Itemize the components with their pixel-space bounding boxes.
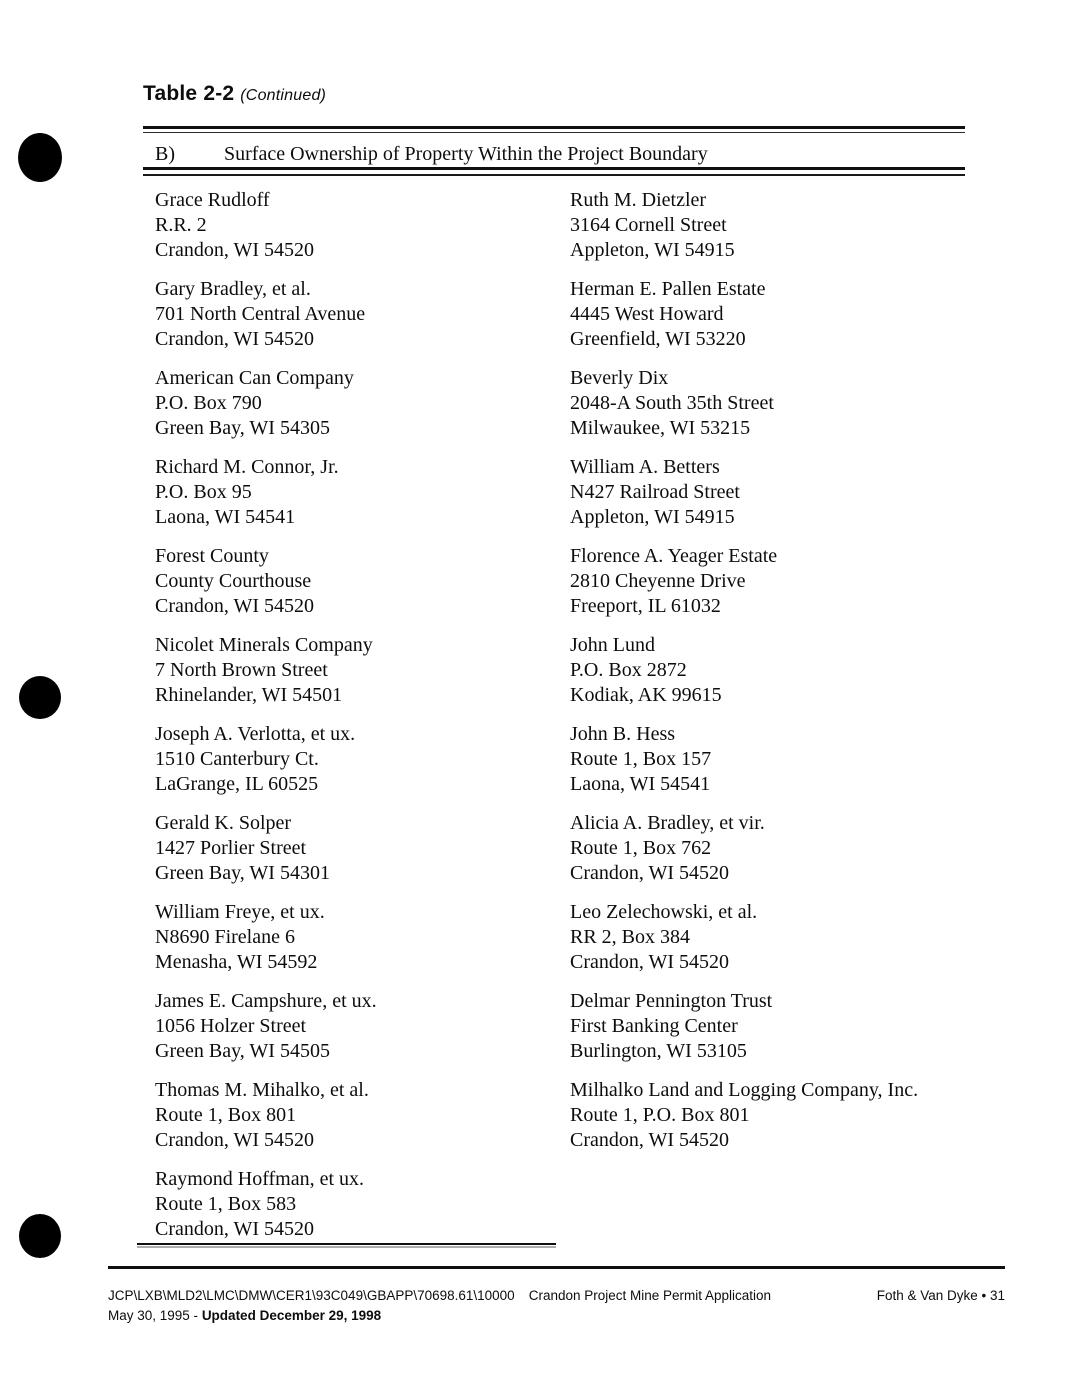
owner-entry <box>155 989 570 1064</box>
owner-address-line: John B. Hess <box>570 723 676 745</box>
header-top-rule <box>143 126 965 133</box>
section-title: Surface Ownership of Property Within the Project Boundary <box>224 143 708 165</box>
owner-address-line: Crandon, WI 54520 <box>155 1218 315 1240</box>
owner-address-line: Raymond Hoffman, et ux. <box>155 1168 365 1190</box>
owner-entry <box>155 1078 570 1153</box>
footer-file-path: JCP\LXB\MLD2\LMC\DMW\CER1\93C049\GBAPP\70698.61\10000 <box>108 1288 515 1303</box>
owner-address-line: Crandon, WI 54520 <box>570 1129 730 1151</box>
owner-address-line: Green Bay, WI 54505 <box>155 1040 330 1062</box>
owner-entry <box>570 366 985 441</box>
owner-address-line: Appleton, WI 54915 <box>570 506 735 528</box>
owner-address-line: Route 1, Box 762 <box>570 837 712 859</box>
owner-address-line: Gerald K. Solper <box>155 812 292 834</box>
owner-address-line: Freeport, IL 61032 <box>570 595 721 617</box>
owner-address-line: Milhalko Land and Logging Company, Inc. <box>570 1079 919 1101</box>
owner-entry <box>570 455 985 530</box>
owners-table <box>155 188 985 1256</box>
owner-address-line: P.O. Box 95 <box>155 481 252 503</box>
owner-address-line: James E. Campshure, et ux. <box>155 990 377 1012</box>
owner-address-line: 2048-A South 35th Street <box>570 392 774 414</box>
owner-entry <box>155 188 570 263</box>
owner-address-line: 3164 Cornell Street <box>570 214 727 236</box>
owner-address-line: RR 2, Box 384 <box>570 926 691 948</box>
owner-address-line: 2810 Cheyenne Drive <box>570 570 746 592</box>
owner-address-line: Route 1, P.O. Box 801 <box>570 1104 750 1126</box>
owner-address-line: Milwaukee, WI 53215 <box>570 417 751 439</box>
owner-address-line: American Can Company <box>155 367 354 389</box>
owner-address-line: 1510 Canterbury Ct. <box>155 748 319 770</box>
owner-address-line: Green Bay, WI 54301 <box>155 862 330 884</box>
owner-entry <box>155 633 570 708</box>
owner-address-line: Thomas M. Mihalko, et al. <box>155 1079 369 1101</box>
owner-address-line: Beverly Dix <box>570 367 669 389</box>
owner-address-line: Rhinelander, WI 54501 <box>155 684 343 706</box>
owner-address-line: 4445 West Howard <box>570 303 724 325</box>
section-header <box>155 143 965 166</box>
scan-artifact-dot <box>18 133 62 182</box>
owner-address-line: P.O. Box 2872 <box>570 659 687 681</box>
table-title <box>143 82 326 106</box>
footer-date: May 30, 1995 - <box>108 1308 202 1323</box>
owner-address-line: P.O. Box 790 <box>155 392 262 414</box>
owner-address-line: Crandon, WI 54520 <box>155 1129 315 1151</box>
owner-entry <box>155 544 570 619</box>
footer-page-reference: Foth & Van Dyke • 31 <box>876 1288 1005 1303</box>
owner-entry <box>570 811 985 886</box>
owner-address-line: Route 1, Box 583 <box>155 1193 297 1215</box>
owner-address-line: First Banking Center <box>570 1015 738 1037</box>
owner-entry <box>155 277 570 352</box>
owner-address-line: Burlington, WI 53105 <box>570 1040 747 1062</box>
owner-address-line: Crandon, WI 54520 <box>570 951 730 973</box>
section-letter: B) <box>155 143 175 165</box>
footer-document-title: Crandon Project Mine Permit Application <box>528 1288 772 1303</box>
owner-address-line: Herman E. Pallen Estate <box>570 278 766 300</box>
owner-address-line: Menasha, WI 54592 <box>155 951 318 973</box>
owner-entry <box>570 633 985 708</box>
owner-address-line: Crandon, WI 54520 <box>570 862 730 884</box>
footer-line-1 <box>108 1286 1005 1306</box>
scan-artifact-dot <box>19 1214 61 1258</box>
owner-address-line: Greenfield, WI 53220 <box>570 328 746 350</box>
owner-address-line: Route 1, Box 801 <box>155 1104 297 1126</box>
owner-address-line: Alicia A. Bradley, et vir. <box>570 812 765 834</box>
owner-address-line: 701 North Central Avenue <box>155 303 366 325</box>
owner-address-line: William A. Betters <box>570 456 720 478</box>
owner-address-line: Nicolet Minerals Company <box>155 634 373 656</box>
owner-address-line: Gary Bradley, et al. <box>155 278 311 300</box>
owner-entry <box>570 544 985 619</box>
table-end-rule <box>137 1243 556 1245</box>
owner-address-line: LaGrange, IL 60525 <box>155 773 319 795</box>
owner-address-line: Crandon, WI 54520 <box>155 595 315 617</box>
owners-column-left <box>155 188 570 1256</box>
owner-entry <box>570 188 985 263</box>
page-footer <box>108 1286 1005 1326</box>
owner-address-line: Crandon, WI 54520 <box>155 239 315 261</box>
owner-entry <box>155 811 570 886</box>
table-number: Table 2-2 <box>143 82 235 105</box>
owner-entry <box>570 277 985 352</box>
owner-address-line: Florence A. Yeager Estate <box>570 545 778 567</box>
owner-address-line: Ruth M. Dietzler <box>570 189 707 211</box>
footer-line-2 <box>108 1306 1005 1326</box>
owner-address-line: R.R. 2 <box>155 214 207 236</box>
owner-address-line: Joseph A. Verlotta, et ux. <box>155 723 356 745</box>
owner-address-line: County Courthouse <box>155 570 312 592</box>
owner-address-line: N427 Railroad Street <box>570 481 740 503</box>
scan-artifact-dot <box>19 676 61 719</box>
owner-address-line: Richard M. Connor, Jr. <box>155 456 339 478</box>
owner-address-line: 1056 Holzer Street <box>155 1015 307 1037</box>
owner-address-line: Grace Rudloff <box>155 189 270 211</box>
owner-address-line: Forest County <box>155 545 269 567</box>
owner-entry <box>570 722 985 797</box>
owner-address-line: John Lund <box>570 634 655 656</box>
footer-divider-rule <box>108 1266 1005 1269</box>
owner-address-line: Crandon, WI 54520 <box>155 328 315 350</box>
owner-address-line: Laona, WI 54541 <box>155 506 296 528</box>
owner-address-line: Appleton, WI 54915 <box>570 239 735 261</box>
table-continued-note: (Continued) <box>240 87 327 104</box>
owner-address-line: 1427 Porlier Street <box>155 837 307 859</box>
owner-address-line: Green Bay, WI 54305 <box>155 417 330 439</box>
owner-entry <box>570 900 985 975</box>
footer-updated-date: Updated December 29, 1998 <box>201 1308 382 1323</box>
owner-entry <box>570 1078 985 1153</box>
owner-address-line: Laona, WI 54541 <box>570 773 711 795</box>
owner-address-line: 7 North Brown Street <box>155 659 328 681</box>
owner-address-line: William Freye, et ux. <box>155 901 325 923</box>
owner-address-line: N8690 Firelane 6 <box>155 926 295 948</box>
owner-entry <box>155 366 570 441</box>
owner-entry <box>570 989 985 1064</box>
owner-address-line: Delmar Pennington Trust <box>570 990 773 1012</box>
owner-entry <box>155 722 570 797</box>
header-bottom-rule <box>143 167 965 176</box>
owner-address-line: Route 1, Box 157 <box>570 748 712 770</box>
owner-address-line: Leo Zelechowski, et al. <box>570 901 758 923</box>
owners-column-right <box>570 188 985 1256</box>
owner-address-line: Kodiak, AK 99615 <box>570 684 722 706</box>
owner-entry <box>155 1167 570 1242</box>
owner-entry <box>155 455 570 530</box>
owner-entry <box>155 900 570 975</box>
